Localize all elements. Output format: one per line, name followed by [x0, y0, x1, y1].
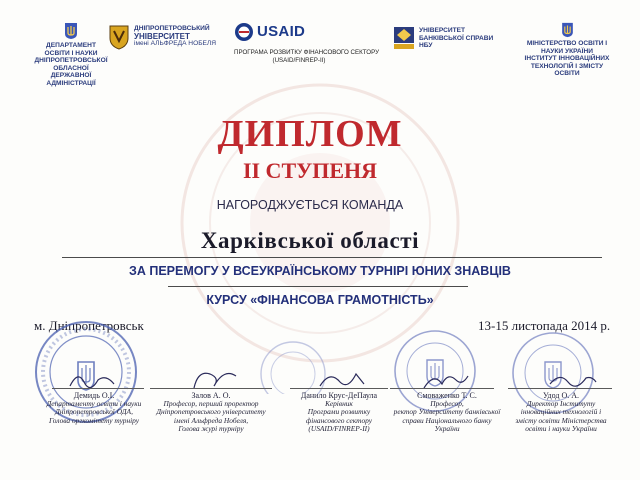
org-line: УНІВЕРСИТЕТ [419, 27, 466, 34]
signatory-role: Програми розвитку [307, 407, 371, 417]
signatory-name: Удод О. А. [542, 391, 579, 400]
org-line: УНІВЕРСИТЕТ [134, 31, 190, 41]
trident-icon [64, 22, 78, 40]
org-line: ДЕПАРТАМЕНТ [46, 42, 96, 49]
org-line: (USAID/FINREP-II) [272, 56, 326, 64]
signatory-role: змісту освіти Міністерства [515, 415, 607, 425]
signatory-role: інноваційних технологій і [520, 407, 602, 417]
signatory-1 [38, 392, 150, 425]
signature-line [508, 388, 612, 389]
city: м. Дніпропетровськ [34, 318, 144, 333]
signature-scribble [420, 366, 470, 394]
signature-scribble [318, 366, 368, 394]
signatory-role: Директор Інституту [526, 399, 596, 409]
signatory-role: України [434, 423, 460, 433]
event-date: 13-15 листопада 2014 р. [478, 318, 611, 333]
signatory-5 [506, 392, 616, 433]
org-line: ДНІПРОПЕТРОВСЬКОЇ [34, 57, 108, 65]
signatory-role: Дніпропетровського університету [156, 407, 266, 417]
signature-line [290, 388, 388, 389]
award-reason-line-2: КУРСУ «ФІНАНСОВА ГРАМОТНІСТЬ» [206, 293, 434, 307]
org-line: ОСВІТИ І НАУКИ [44, 49, 98, 57]
signatory-role: Голова журі турніру [178, 423, 244, 433]
org-education-department [34, 22, 108, 88]
divider-line [62, 257, 602, 258]
signatory-role: Дніпропетровської ОДА, [55, 407, 133, 417]
usaid-wordmark: USAID [257, 23, 306, 41]
signatory-role: фінансового сектору [305, 415, 373, 425]
org-line: ОСВІТИ [554, 70, 580, 78]
org-line: МІНІСТЕРСТВО ОСВІТИ І [526, 40, 608, 47]
org-nobel-university [108, 22, 228, 48]
signature-line [52, 388, 144, 389]
org-line: НБУ [419, 42, 433, 50]
signature-scribble [190, 364, 240, 394]
org-usaid [234, 22, 384, 64]
signatory-role: Голова оргкомітету турніру [48, 415, 140, 425]
signatory-role: імені Альфреда Нобеля, [173, 415, 249, 425]
signatory-name: Данило Крус-ДеПаула [300, 391, 378, 400]
signatory-role: справи Національного банку [402, 415, 492, 425]
signatory-role: ректор Університету банківської [393, 407, 501, 417]
org-line: АДМІНІСТРАЦІЇ [46, 79, 96, 87]
org-line: ТЕХНОЛОГІЙ І ЗМІСТУ [530, 62, 604, 70]
university-shield-icon [108, 24, 130, 50]
signatory-name: Залов А. О. [191, 391, 231, 400]
signatory-role: освіти і науки України [525, 423, 597, 433]
org-line: імені АЛЬФРЕДА НОБЕЛЯ [134, 40, 217, 48]
awarded-to-text: НАГОРОДЖУЄТЬСЯ КОМАНДА [216, 198, 404, 212]
award-reason-line-1: ЗА ПЕРЕМОГУ У ВСЕУКРАЇНСЬКОМУ ТУРНІРІ ЮНИХ ЗНАВЦІВ [129, 264, 511, 278]
diploma-title: ДИПЛОМ [217, 113, 403, 155]
signatory-role: Професор, [430, 399, 464, 409]
signatory-role: Професор, перший проректор [163, 399, 259, 409]
signatory-3 [286, 392, 392, 433]
org-line: ОБЛАСНОЇ ДЕРЖАВНОЇ [50, 64, 92, 80]
signatory-role: Департаменту освіти і науки [46, 399, 142, 409]
org-line: ІНСТИТУТ ІННОВАЦІЙНИХ [524, 55, 610, 63]
org-line: ПРОГРАМА РОЗВИТКУ ФІНАНСОВОГО СЕКТОРУ [234, 49, 379, 56]
team-name: Харківської області [200, 228, 420, 253]
usaid-seal-icon [234, 22, 254, 42]
signatory-4 [388, 392, 506, 433]
org-line: БАНКІВСЬКОЇ СПРАВИ [419, 34, 494, 42]
trident-icon [561, 22, 574, 38]
signatory-name: Демидь О.І. [73, 391, 115, 400]
signature-line [150, 388, 272, 389]
org-line: ДНІПРОПЕТРОВСЬКИЙ [134, 25, 210, 32]
banking-university-logo-icon [393, 26, 415, 50]
signatory-2 [148, 392, 274, 433]
diploma-degree: ІІ СТУПЕНЯ [242, 158, 378, 183]
divider-line [168, 286, 468, 287]
org-banking-university [393, 22, 513, 50]
org-line: НАУКИ УКРАЇНИ [541, 47, 593, 55]
signature-line [390, 388, 494, 389]
org-ministry-institute [512, 22, 622, 78]
signatory-role: (USAID/FINREP-II) [308, 423, 370, 433]
signatory-role: Керівник [325, 399, 353, 409]
signatory-name: Смоваженко Т. С. [417, 391, 477, 400]
